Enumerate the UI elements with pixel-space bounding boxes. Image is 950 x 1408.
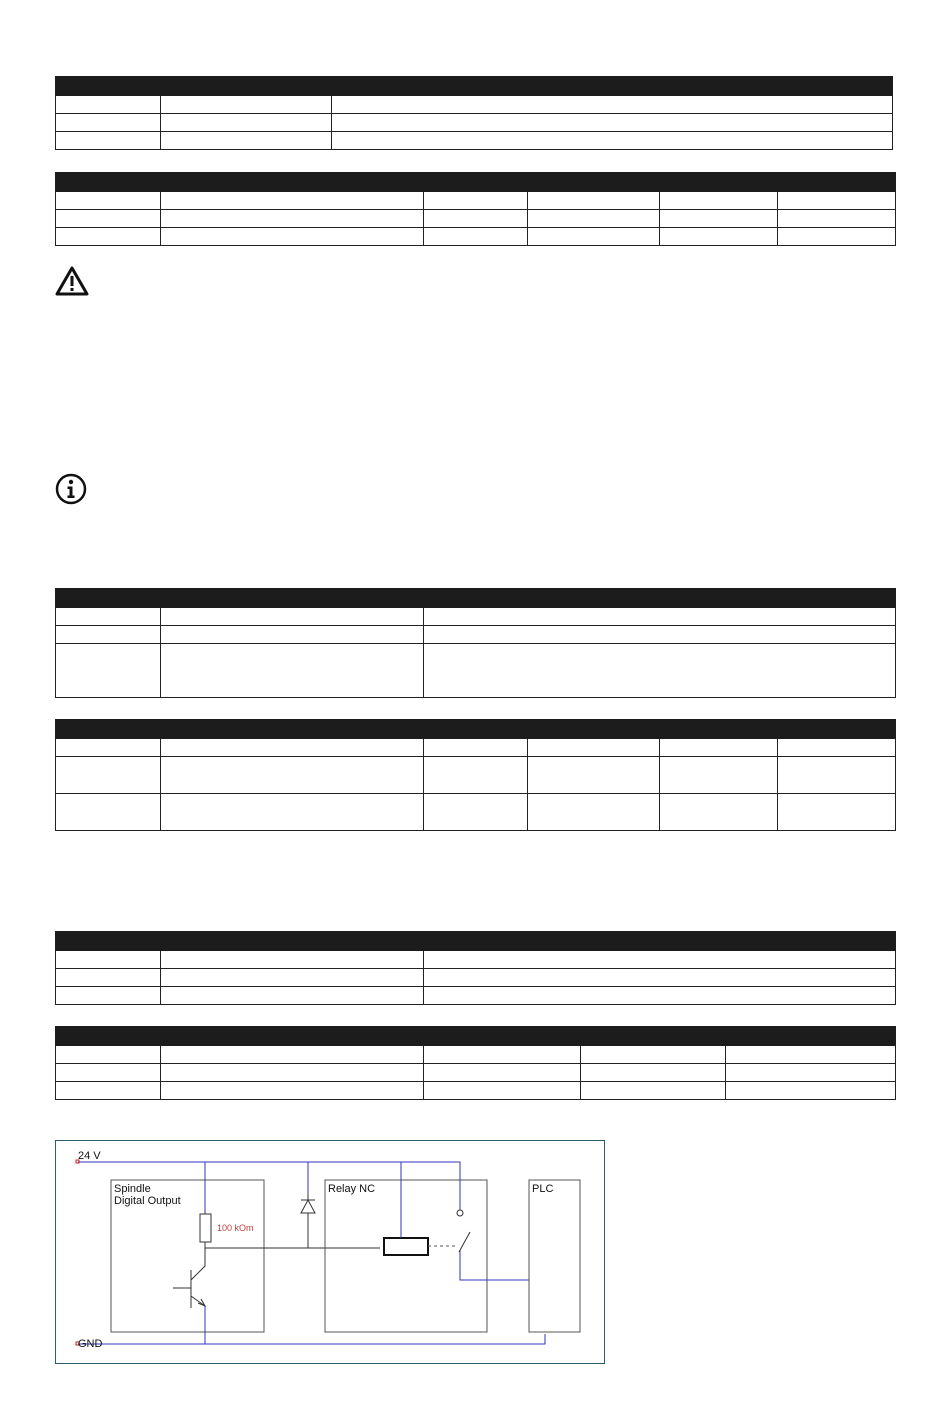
table-row bbox=[56, 96, 893, 114]
spindle-label-2: Digital Output bbox=[114, 1195, 181, 1207]
table-row bbox=[56, 1046, 896, 1064]
table-row bbox=[56, 951, 896, 969]
warning-triangle-icon bbox=[55, 266, 89, 296]
supply-label: 24 V bbox=[78, 1150, 101, 1162]
info-circle-icon bbox=[55, 473, 87, 505]
table-row bbox=[56, 644, 896, 698]
table-row bbox=[56, 608, 896, 626]
table-header bbox=[56, 173, 896, 192]
table-row bbox=[56, 1082, 896, 1100]
table-row bbox=[56, 794, 896, 831]
table-header bbox=[56, 589, 896, 608]
table-row bbox=[56, 987, 896, 1005]
diagram-frame bbox=[56, 1141, 605, 1364]
spindle-label-1: Spindle bbox=[114, 1183, 151, 1195]
table-row bbox=[56, 192, 896, 210]
table-row bbox=[56, 757, 896, 794]
table-header bbox=[56, 932, 896, 951]
table-2 bbox=[55, 172, 896, 246]
circuit-diagram bbox=[55, 1140, 605, 1364]
table-4 bbox=[55, 719, 896, 831]
table-row bbox=[56, 132, 893, 150]
table-row bbox=[56, 228, 896, 246]
table-header bbox=[56, 1027, 896, 1046]
table-header bbox=[56, 77, 893, 96]
table-3 bbox=[55, 588, 896, 698]
table-6 bbox=[55, 1026, 896, 1100]
table-5 bbox=[55, 931, 896, 1005]
table-row bbox=[56, 969, 896, 987]
table-row bbox=[56, 114, 893, 132]
table-row bbox=[56, 1064, 896, 1082]
resistor-label: 100 kOm bbox=[217, 1223, 254, 1233]
table-header bbox=[56, 720, 896, 739]
ground-label: GND bbox=[78, 1338, 103, 1350]
table-row bbox=[56, 739, 896, 757]
table-row bbox=[56, 626, 896, 644]
table-1 bbox=[55, 76, 893, 150]
relay-label: Relay NC bbox=[328, 1183, 376, 1195]
table-row bbox=[56, 210, 896, 228]
plc-label: PLC bbox=[532, 1183, 554, 1195]
relay-coil-icon bbox=[384, 1238, 428, 1255]
